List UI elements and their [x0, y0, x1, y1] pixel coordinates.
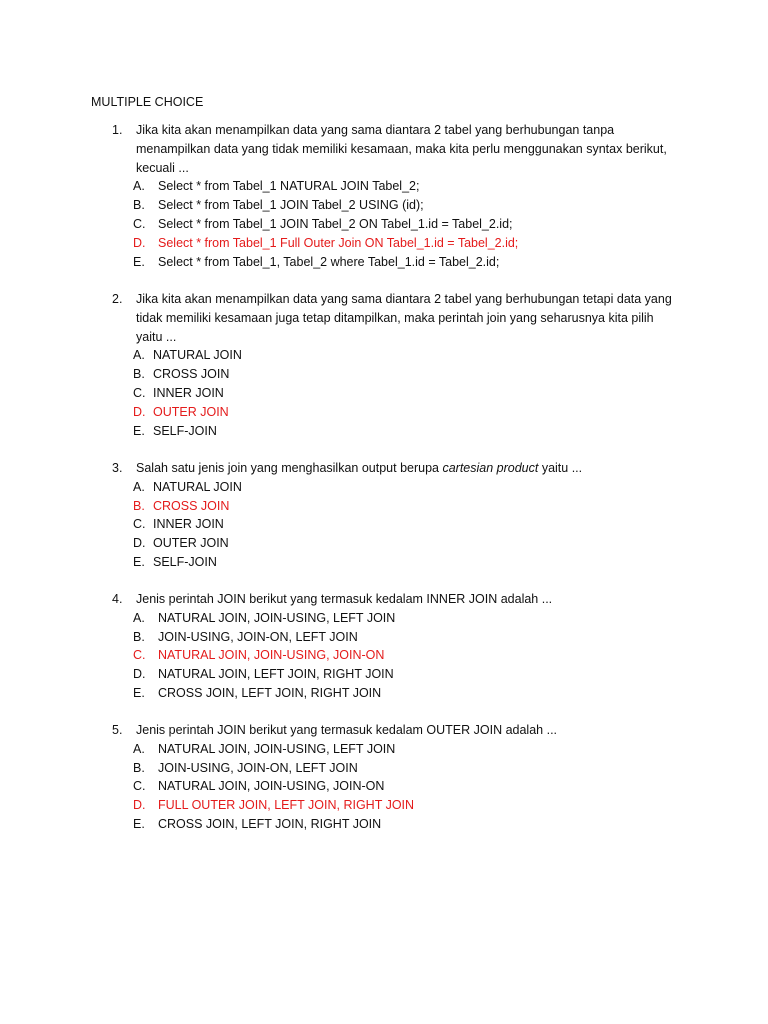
- option-text: INNER JOIN: [153, 517, 224, 532]
- option-a: [112, 346, 712, 365]
- option-text: OUTER JOIN: [153, 404, 229, 419]
- option-d: [112, 234, 712, 253]
- section-heading: MULTIPLE CHOICE: [91, 95, 204, 109]
- option-text: NATURAL JOIN, JOIN-USING, LEFT JOIN: [158, 610, 396, 625]
- question-text: Jenis perintah JOIN berikut yang termasuk kedalam INNER JOIN adalah ...: [136, 592, 553, 606]
- option-letter: A.: [133, 348, 145, 363]
- option-a: [112, 478, 712, 497]
- question-text: [136, 459, 712, 478]
- question-3: [112, 459, 712, 572]
- option-text: CROSS JOIN: [153, 367, 230, 382]
- option-letter: C.: [133, 517, 146, 532]
- question-text: Jenis perintah JOIN berikut yang termasuk kedalam OUTER JOIN adalah ...: [136, 723, 558, 737]
- question-4: [112, 590, 712, 703]
- option-letter: E.: [133, 423, 145, 438]
- option-b: [112, 497, 712, 516]
- option-text: Select * from Tabel_1 NATURAL JOIN Tabel_2;: [158, 179, 420, 194]
- option-b: [112, 759, 712, 778]
- option-list: [112, 740, 712, 834]
- option-text: NATURAL JOIN, JOIN-USING, JOIN-ON: [158, 779, 385, 794]
- option-b: [112, 628, 712, 647]
- option-e: [112, 815, 712, 834]
- option-text: Select * from Tabel_1 Full Outer Join ON Tabel_1.id = Tabel_2.id;: [158, 235, 519, 250]
- option-text: NATURAL JOIN: [153, 479, 242, 494]
- question-text-end: yaitu ...: [538, 461, 583, 475]
- option-text: SELF-JOIN: [153, 554, 217, 569]
- question-number: 3.: [112, 461, 123, 475]
- option-a: [112, 177, 712, 196]
- option-text: JOIN-USING, JOIN-ON, LEFT JOIN: [158, 629, 358, 644]
- option-e: [112, 253, 712, 272]
- question-2: [112, 290, 712, 440]
- option-c: [112, 384, 712, 403]
- option-d: [112, 796, 712, 815]
- question-1: [112, 121, 712, 271]
- option-b: [112, 196, 712, 215]
- option-letter: D.: [133, 667, 146, 682]
- option-list: [112, 346, 712, 440]
- option-e: [112, 553, 712, 572]
- option-text: JOIN-USING, JOIN-ON, LEFT JOIN: [158, 760, 358, 775]
- question-number: 2.: [112, 292, 123, 306]
- option-letter: A.: [133, 479, 145, 494]
- option-c: [112, 515, 712, 534]
- option-text: OUTER JOIN: [153, 536, 229, 551]
- option-e: [112, 684, 712, 703]
- option-a: [112, 740, 712, 759]
- option-a: [112, 609, 712, 628]
- option-text: FULL OUTER JOIN, LEFT JOIN, RIGHT JOIN: [158, 798, 415, 813]
- option-letter: B.: [133, 367, 145, 382]
- option-letter: A.: [133, 741, 145, 756]
- option-letter: D.: [133, 798, 146, 813]
- option-letter: B.: [133, 760, 145, 775]
- option-b: [112, 365, 712, 384]
- option-text: SELF-JOIN: [153, 423, 217, 438]
- option-text: Select * from Tabel_1, Tabel_2 where Tabel_1.id = Tabel_2.id;: [158, 254, 500, 269]
- question-text: Jika kita akan menampilkan data yang sama diantara 2 tabel yang berhubungan tetapi data yang tidak memiliki kesamaan juga tetap ditampilkan, maka perintah join yang seharusnya kita pilih yaitu ...: [136, 292, 672, 344]
- option-letter: C.: [133, 779, 146, 794]
- option-letter: A.: [133, 610, 145, 625]
- option-text: CROSS JOIN, LEFT JOIN, RIGHT JOIN: [158, 816, 382, 831]
- option-letter: C.: [133, 648, 146, 663]
- question-text-start: Salah satu jenis join yang menghasilkan output berupa: [136, 461, 443, 475]
- option-letter: B.: [133, 198, 145, 213]
- option-c: [112, 215, 712, 234]
- question-number: 1.: [112, 123, 123, 137]
- option-letter: D.: [133, 404, 146, 419]
- option-letter: B.: [133, 498, 145, 513]
- option-d: [112, 534, 712, 553]
- option-d: [112, 403, 712, 422]
- option-letter: E.: [133, 816, 145, 831]
- option-text: Select * from Tabel_1 JOIN Tabel_2 USING (id);: [158, 198, 424, 213]
- question-stem: [112, 721, 712, 740]
- option-text: NATURAL JOIN, JOIN-USING, JOIN-ON: [158, 648, 385, 663]
- question-text: Jika kita akan menampilkan data yang sama diantara 2 tabel yang berhubungan tanpa menampilkan data yang tidak memiliki kesamaan, maka kita perlu menggunakan syntax berikut, kecuali ...: [136, 123, 667, 175]
- option-letter: E.: [133, 254, 145, 269]
- option-d: [112, 665, 712, 684]
- option-letter: C.: [133, 385, 146, 400]
- option-letter: C.: [133, 216, 146, 231]
- option-text: Select * from Tabel_1 JOIN Tabel_2 ON Tabel_1.id = Tabel_2.id;: [158, 216, 513, 231]
- question-5: [112, 721, 712, 834]
- option-letter: E.: [133, 685, 145, 700]
- question-stem: [112, 290, 712, 346]
- question-stem: [112, 590, 712, 609]
- option-text: NATURAL JOIN, JOIN-USING, LEFT JOIN: [158, 741, 396, 756]
- option-text: NATURAL JOIN: [153, 348, 242, 363]
- question-text-italic: cartesian product: [442, 461, 539, 475]
- option-letter: A.: [133, 179, 145, 194]
- option-letter: D.: [133, 536, 146, 551]
- option-text: INNER JOIN: [153, 385, 224, 400]
- option-e: [112, 422, 712, 441]
- option-c: [112, 777, 712, 796]
- option-c: [112, 646, 712, 665]
- option-text: CROSS JOIN: [153, 498, 230, 513]
- option-letter: B.: [133, 629, 145, 644]
- option-list: [112, 609, 712, 703]
- option-letter: E.: [133, 554, 145, 569]
- question-number: 4.: [112, 592, 123, 606]
- question-stem: [112, 121, 712, 177]
- option-text: NATURAL JOIN, LEFT JOIN, RIGHT JOIN: [158, 667, 394, 682]
- option-letter: D.: [133, 235, 146, 250]
- option-list: [112, 177, 712, 271]
- option-text: CROSS JOIN, LEFT JOIN, RIGHT JOIN: [158, 685, 382, 700]
- question-stem: [112, 459, 712, 478]
- question-number: 5.: [112, 723, 123, 737]
- option-list: [112, 478, 712, 572]
